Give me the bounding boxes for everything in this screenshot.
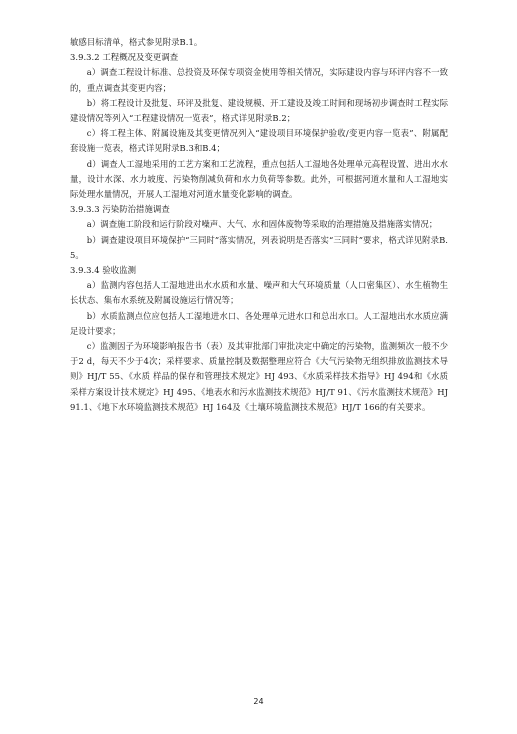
section-heading: 3.9.3.2 工程概况及变更调查 [70, 52, 179, 63]
section-heading: 3.9.3.4 验收监测 [70, 265, 137, 276]
page-number: 24 [253, 697, 264, 706]
paragraph: a）监测内容包括人工湿地进出水水质和水量、噪声和大气环境质量（人口密集区）、水生植物生长状态、集布水系统及附属设施运行情况等； [70, 280, 448, 306]
section-heading: 3.9.3.3 污染防治措施调查 [70, 204, 170, 215]
paragraph: c）将工程主体、附属设施及其变更情况列入“建设项目环境保护验收/变更内容一览表”、附属配套设施一览表，格式详见附录B.3和B.4； [70, 128, 448, 154]
paragraph: d）调查人工湿地采用的工艺方案和工艺流程，重点包括人工湿地各处理单元高程设置、进出水水量，设计水深、水力坡度、污染物削减负荷和水力负荷等参数。此外，可根据河道水量和人工湿地实际处理水量情况，开展人工湿地对河道水量变化影响的调查。 [70, 158, 448, 200]
paragraph: b）调查建设项目环境保护“三同时”落实情况，列表说明是否落实“三同时”要求，格式详见附录B.5。 [70, 234, 448, 260]
paragraph: c）监测因子为环境影响报告书（表）及其审批部门审批决定中确定的污染物，监测频次一般不少于2 d，每天不少于4次；采样要求、质量控制及数据整理应符合《大气污染物无组织排放监测技术导则》HJ/T 55、《水质 样品的保存和管理技术规定》HJ 493、《水质采样技术指导》HJ 494和《水质 采样方案设计技术规定》HJ 495、《地表水和污水监测技术规范》HJ/T 91、《污水监测技术规范》HJ 91.1、《地下水环境监测技术规范》HJ 164及《土壤环境监测技术规范》HJ/T 166的有关要求。 [70, 341, 448, 412]
paragraph: a）调查工程设计标准、总投资及环保专项资金使用等相关情况，实际建设内容与环评内容不一致的，重点调查其变更内容； [70, 67, 448, 93]
paragraph: 敏感目标清单，格式参见附录B.1。 [70, 37, 203, 47]
paragraph: b）水质监测点位应包括人工湿地进水口、各处理单元进水口和总出水口。人工湿地出水水质应满足设计要求； [70, 310, 448, 336]
document-body [70, 35, 448, 415]
paragraph: a）调查施工阶段和运行阶段对噪声、大气、水和固体废物等采取的治理措施及措施落实情况； [86, 219, 438, 230]
paragraph: b）将工程设计及批复、环评及批复、建设规模、开工建设及竣工时间和现场初步调查时工程实际建设情况等列入“工程建设情况一览表”，格式详见附录B.2； [70, 97, 448, 124]
